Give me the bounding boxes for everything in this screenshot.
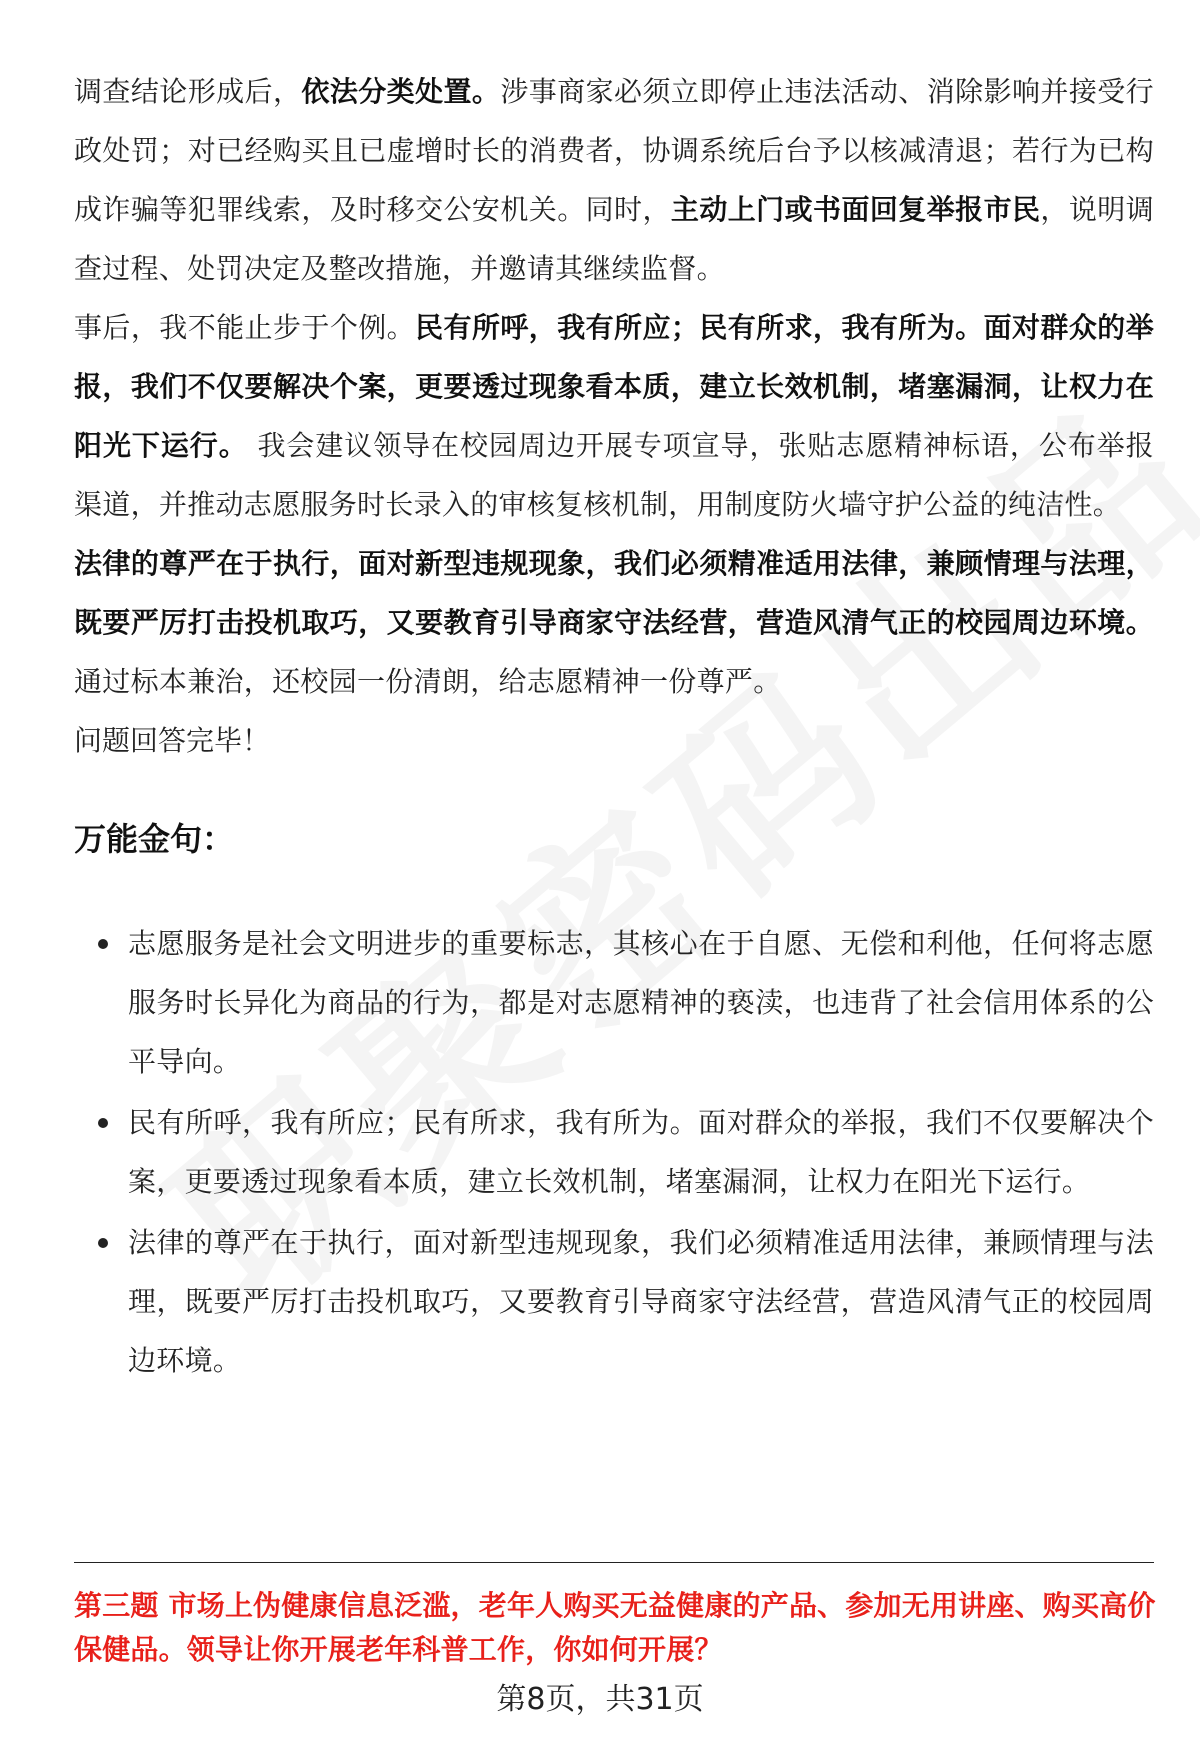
page-number-footer: 第8页，共31页 [496, 1682, 704, 1717]
bullet-dot-icon [98, 939, 108, 949]
para2-seg3: 我会建议领导在校园周边开展专项宣导，张贴志愿精神标语，公布举报渠道，并推动志愿服务时长录入的审核复核机制，用制度防火墙守护公益的纯洁性。 [74, 429, 1154, 521]
golden-sentence-text: 法律的尊严在于执行，面对新型违规现象，我们必须精准适用法律，兼顾情理与法理，既要严厉打击投机取巧，又要教育引导商家守法经营，营造风清气正的校园周边环境。 [128, 1226, 1154, 1377]
golden-sentences-list [74, 914, 1154, 1390]
para2-seg2-bold: 民有所呼，我有所应；民有所求，我有所为。面对群众的举报，我们不仅要解决个案，更要透过现象看本质，建立长效机制，堵塞漏洞，让权力在阳光下运行。 [74, 311, 1154, 462]
para3-seg2: 通过标本兼治，还校园一份清朗，给志愿精神一份尊严。 [74, 665, 782, 698]
para1-seg4-bold: 主动上门或书面回复举报市民 [670, 193, 1041, 226]
golden-sentence-item [74, 1093, 1154, 1211]
para1-seg3: 涉事商家必须立即停止违法活动、消除影响并接受行政处罚；对已经购买且已虚增时长的消费者，协调系统后台予以核减清退；若行为已构成诈骗等犯罪线索，及时移交公安机关。同时， [74, 75, 1154, 226]
bullet-dot-icon [98, 1238, 108, 1248]
paragraph-2 [74, 298, 1154, 534]
paragraph-3 [74, 534, 1154, 711]
para1-seg2-bold: 依法分类处置。 [301, 75, 501, 108]
paragraph-1 [74, 62, 1154, 298]
para1-seg5: ，说明调查过程、处罚决定及整改措施，并邀请其继续监督。 [74, 193, 1154, 285]
next-question-heading: 第三题 市场上伪健康信息泛滥，老年人购买无益健康的产品、参加无用讲座、购买高价保健品。领导让你开展老年科普工作，你如何开展？ [74, 1589, 1156, 1666]
para1-seg1: 调查结论形成后， [74, 75, 302, 108]
golden-sentence-item [74, 914, 1154, 1091]
para2-seg1: 事后，我不能止步于个例。 [74, 311, 416, 344]
golden-sentences-title: 万能金句： [74, 820, 235, 858]
section-divider [74, 1562, 1154, 1563]
bullet-dot-icon [98, 1118, 108, 1128]
golden-sentence-item [74, 1213, 1154, 1390]
golden-sentence-text: 志愿服务是社会文明进步的重要标志，其核心在于自愿、无偿和利他，任何将志愿服务时长异化为商品的行为，都是对志愿精神的亵渎，也违背了社会信用体系的公平导向。 [128, 927, 1154, 1078]
page-content [74, 62, 1154, 1392]
closing-line: 问题回答完毕！ [74, 724, 271, 757]
para3-seg1-bold: 法律的尊严在于执行，面对新型违规现象，我们必须精准适用法律，兼顾情理与法理，既要严厉打击投机取巧，又要教育引导商家守法经营，营造风清气正的校园周边环境。 [74, 547, 1154, 639]
golden-sentence-text: 民有所呼，我有所应；民有所求，我有所为。面对群众的举报，我们不仅要解决个案，更要透过现象看本质，建立长效机制，堵塞漏洞，让权力在阳光下运行。 [128, 1106, 1154, 1198]
